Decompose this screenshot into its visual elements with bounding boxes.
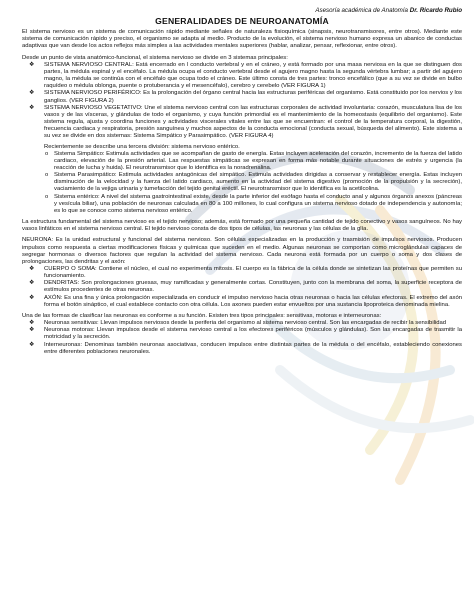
- neuron-type-text: Neuronas sensitivas: Llevan impulsos nerviosos desde la periferia del organismo al sistema nervioso central. Son las encargadas de recibir la sensibilidad: [44, 320, 447, 327]
- diamond-bullet-icon: ❖: [29, 294, 35, 301]
- neuron-type-sensory: [22, 320, 462, 327]
- diamond-bullet-icon: ❖: [29, 104, 35, 111]
- circle-bullet-icon: o: [45, 172, 49, 179]
- neuron-type-text: Neuronas motoras: Llevan impulsos desde el sistema nervioso central a los efectores periféricos (músculos y glándulas). Son las encargadas de trasmitir la motricidad y la secreción.: [44, 327, 462, 341]
- neuron-part-soma: [22, 266, 462, 280]
- diamond-bullet-icon: ❖: [29, 327, 35, 334]
- division-list: [22, 62, 462, 141]
- autonomic-item-parasympathetic: [22, 172, 462, 193]
- division-text: SISTEMA NERVIOSO PERIFÉRICO: Es la prolongación del órgano central hacia las estructuras periféricas del organismo. Está constituido por los nervios y los ganglios. (VER FIGURA 2): [44, 90, 462, 104]
- circle-bullet-icon: o: [45, 150, 49, 157]
- autonomic-item-sympathetic: [22, 151, 462, 172]
- tissue-paragraph: La estructura fundamental del sistema nervioso es el tejido nervioso; además, está formado por una pequeña cantidad de tejido conectivo y vasos sanguíneos. No hay vasos linfáticos en el sistema nervioso central. El tejido nervioso consta de dos tipos de células, las neuronas y las células de la glía.: [22, 219, 462, 233]
- diamond-bullet-icon: ❖: [29, 266, 35, 272]
- division-text: SISTEMA NERVIOSO CENTRAL: Está encerrado en l conducto vertebral y en el cráneo, y está formado por una masa nerviosa en la que se distinguen dos partes, la médula espinal y el encéfalo. La médula ocupa el conducto vertebral desde el agujero magno hasta la segunda vértebra lumbar; a partir del agujero magno, la médula se continúa con el encéfalo que ocupa todo el cráneo. Este último consta de tres partes: tronco encefálico (que a su vez se divide en bulbo raquídeo o médula oblonga, puente o protuberancia y el mesencéfalo), cerebro y cerebelo (VER FIGURA 1): [44, 61, 462, 90]
- neuron-part-text: AXÓN: Es una fina y única prolongación especializada en conducir el impulso nervioso hacia otras neuronas o hacia las células efectoras. El extremo del axón forma el botón sináptico, el cual establece contacto con otra célula. Los axones pueden estar envueltos por una sustancia lipoproteica denominada mielina.: [44, 294, 462, 308]
- credit-prefix: Asesoría académica de Anatomía: [315, 7, 408, 14]
- enteric-note: Recientemente se describe una tercera división: sistema nervioso entérico.: [44, 143, 240, 150]
- neuron-type-interneuron: [22, 342, 462, 356]
- header-credit: [22, 7, 462, 14]
- neuron-part-dendrites: [22, 280, 462, 294]
- division-item-central: [22, 62, 462, 91]
- division-text: SISTEMA NERVIOSO VEGETATIVO: Une el sistema nervioso central con las estructuras corporales de actividad involuntaria: corazón, musculatura lisa de los vasos y de las vísceras, y glándulas de todo el organismo, y cuya función primordial es el mantenimiento de la homeostasis (equilibrio del organismo). Este sistema regula, ajusta y coordina funciones y actividades viscerales vitales entre las que se encuentran: el control de la temperatura corporal, la digestión, frecuencia cardiaca y respiratoria, presión sanguínea y muchos aspectos de la conducta emocional (conducta sexual, búsqueda del alimento). Este sistema a su vez se divide en dos sistemas: Sistema Simpático y Parasimpático. (VER FIGURA 4): [44, 104, 462, 140]
- neuron-type-text: Interneuronas: Denominas también neuronas asociativas, conducen impulsos entre distintas partes de la médula o del encéfalo, estableciendo conexiones entre diferentes poblaciones neuronales.: [44, 341, 462, 355]
- diamond-bullet-icon: ❖: [29, 90, 35, 97]
- neuron-paragraph: NEURONA: Es la unidad estructural y funcional del sistema nervioso. Son células especializadas en la producción y trasmisión de impulsos nerviosos. Producen impulsos como respuesta a ciertas modificaciones físicas y químicas que suceden en el medio. Algunas neuronas se comportan como microglándulas capaces de segregar hormonas o diversos factores que regulan la actividad del sistema nervioso. Cada neurona está formada por un cuerpo o soma y dos clases de prolongaciones, las dendritas y el axón:: [22, 237, 462, 265]
- autonomic-list: [22, 151, 462, 215]
- neuron-types-list: [22, 320, 462, 356]
- division-lead: Desde un punto de vista anatómico-funcional, el sistema nervioso se divide en 3 sistemas principales:: [22, 54, 288, 61]
- division-item-peripheral: [22, 90, 462, 104]
- neuron-parts-list: [22, 266, 462, 309]
- diamond-bullet-icon: ❖: [29, 320, 35, 327]
- neuron-type-motor: [22, 327, 462, 341]
- intro-paragraph: El sistema nervioso es un sistema de comunicación rápido mediante señales de naturaleza fisioquímica (sinapsis, neurotransmisores, entre otros). Mediante este sistema de comunicación rápido y preciso, el organismo se adapta al medio. Producto de la evolución, el sistema nervioso humano expresa un abanico de conductas adaptivas que van desde los actos reflejos más simples a las actividades mentales superiores (hablar, analizar, pensar, reflexionar, entre otros).: [22, 29, 462, 50]
- classification-paragraph: Una de las formas de clasificar las neuronas es conforme a su función. Existen tres tipos principales: sensitivas, motoras e interneuronas:: [22, 312, 382, 319]
- autonomic-text: Sistema Parasimpático: Estimula actividades antagónicas del simpático. Estimula actividades dirigidas a conservar y restablecer energía. Estas incluyen disminución de la velocidad y la fuerza del latido cardiaco, aumento en la actividad del sistema digestivo (promoción de la propulsión y la secreción), vaciamiento de la vejiga urinaria y tumefacción del tejido genital eréctil. El neurotransmisor que lo identifica es la acetilcolina.: [54, 172, 462, 193]
- diamond-bullet-icon: ❖: [29, 341, 35, 348]
- neuron-part-text: CUERPO O SOMA: Contiene el núcleo, el cual no experimenta mitosis. El cuerpo es la fábrica de la célula donde se sintetizan las proteínas que permiten su funcionamiento.: [44, 266, 462, 280]
- page-title: GENERALIDADES DE NEUROANATOMÍA: [155, 16, 329, 27]
- diamond-bullet-icon: ❖: [29, 61, 35, 68]
- autonomic-item-enteric: [22, 194, 462, 215]
- neuron-part-axon: [22, 295, 462, 309]
- credit-name: Dr. Ricardo Rubio: [409, 7, 462, 14]
- neuron-part-text: DENDRITAS: Son prolongaciones gruesas, muy ramificadas y generalmente cortas. Constituyen, junto con la membrana del soma, la superficie receptora de estímulos procedentes de otras neuronas.: [44, 280, 462, 294]
- autonomic-text: Sistema entérico: A nivel del sistema gastrointestinal existe, desde la parte inferior del esófago hasta el conducto anal y algunos órganos anexos (páncreas y vesícula biliar), una población de neuronas calculada en 80 a 100 millones, lo cual configura un sistema nervioso dotado de independencia y autonomía; es lo que se conoce como sistema nervioso entérico.: [54, 193, 462, 214]
- division-item-vegetative: [22, 105, 462, 141]
- diamond-bullet-icon: ❖: [29, 280, 35, 287]
- autonomic-text: Sistema Simpático: Estimula actividades que se acompañan de gasto de energía. Estas incluyen aceleración del corazón, incremento de la fuerza del latido cardiaco, elevación de la presión arterial. Las respuestas simpáticas se expresan en forma más notable durante situaciones de estrés y urgencia (la reacción de lucha y huida). El neurotransmisor que lo identifica es la noradrenalina.: [54, 150, 462, 171]
- circle-bullet-icon: o: [45, 193, 49, 200]
